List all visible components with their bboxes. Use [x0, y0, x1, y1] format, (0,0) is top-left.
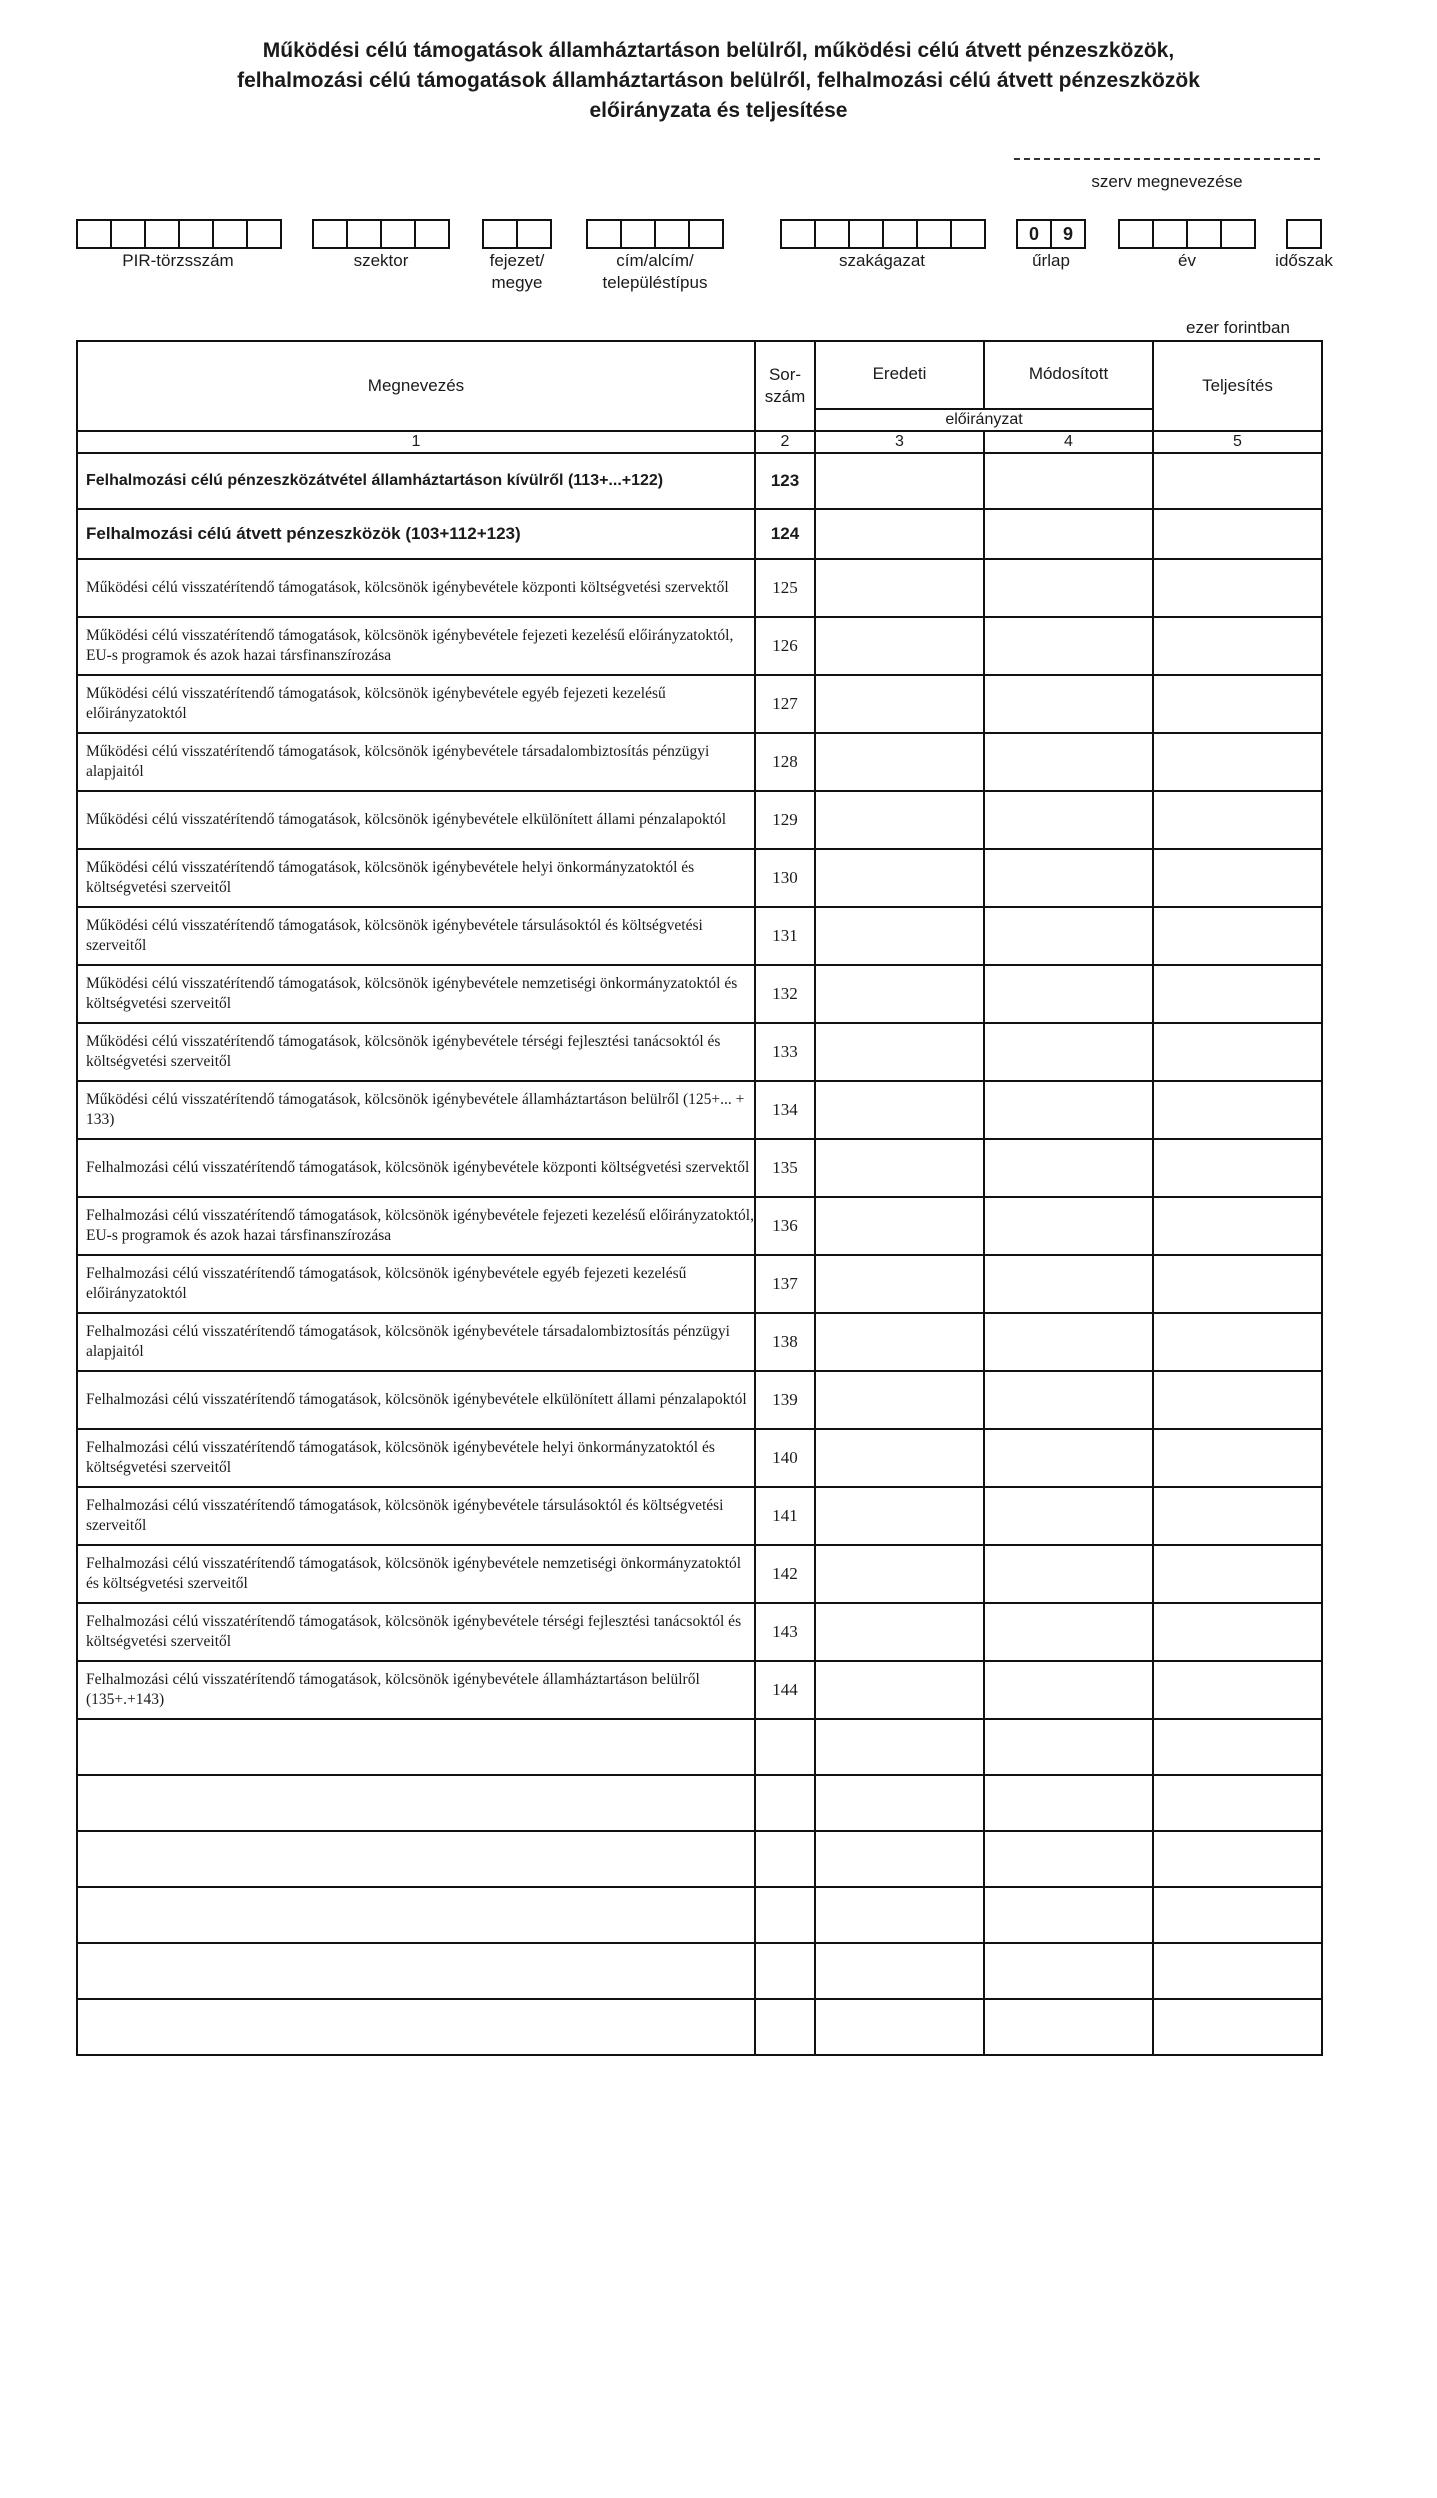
title-line-1: Működési célú támogatások államháztartáson belülről, működési célú átvett pénzeszközök,	[262, 39, 1175, 62]
value-cell-eredeti[interactable]	[815, 1197, 984, 1255]
row-number: 134	[755, 1081, 815, 1139]
szektor-code-boxes[interactable]	[312, 219, 450, 249]
table-row	[77, 1023, 1322, 1081]
table-row	[77, 791, 1322, 849]
szektor-label: szektor	[353, 251, 409, 270]
value-cell-modositott[interactable]	[984, 1661, 1153, 1719]
value-cell-eredeti[interactable]	[815, 675, 984, 733]
row-number: 143	[755, 1603, 815, 1661]
value-cell-eredeti[interactable]	[815, 453, 984, 509]
table-row	[77, 849, 1322, 907]
table-row	[77, 1255, 1322, 1313]
row-description: Működési célú visszatérítendő támogatások, kölcsönök igénybevétele elkülönített állami pénzalapoktól	[77, 791, 755, 849]
value-cell-eredeti[interactable]	[815, 733, 984, 791]
row-number: 128	[755, 733, 815, 791]
value-cell-teljesites[interactable]	[1153, 1603, 1322, 1661]
org-name-label: szerv megnevezése	[1091, 172, 1243, 191]
table-row	[77, 965, 1322, 1023]
value-cell-modositott[interactable]	[984, 453, 1153, 509]
row-number: 129	[755, 791, 815, 849]
row-number: 124	[755, 509, 815, 559]
row-number: 138	[755, 1313, 815, 1371]
row-description: Felhalmozási célú visszatérítendő támogatások, kölcsönök igénybevétele nemzetiségi önkormányzatoktól és költségvetési szerveitől	[77, 1545, 755, 1603]
value-cell-modositott[interactable]	[984, 1313, 1153, 1371]
row-description: Működési célú visszatérítendő támogatások, kölcsönök igénybevétele nemzetiségi önkormányzatoktól és költségvetési szerveitől	[77, 965, 755, 1023]
row-number: 127	[755, 675, 815, 733]
row-description: Felhalmozási célú visszatérítendő támogatások, kölcsönök igénybevétele társulásoktól és költségvetési szerveitől	[77, 1487, 755, 1545]
pir-code-boxes[interactable]	[76, 219, 282, 249]
value-cell-modositott[interactable]	[984, 675, 1153, 733]
colnum-3: 3	[815, 431, 984, 453]
unit-label: ezer forintban	[1186, 318, 1290, 337]
value-cell-teljesites[interactable]	[1153, 965, 1322, 1023]
row-description: Működési célú visszatérítendő támogatások, kölcsönök igénybevétele társadalombiztosítás pénzügyi alapjaitól	[77, 733, 755, 791]
table-row	[77, 509, 1322, 559]
table-row	[77, 1545, 1322, 1603]
urlap-digit-1: 0	[1016, 219, 1050, 249]
value-cell-teljesites[interactable]	[1153, 1313, 1322, 1371]
row-description: Működési célú visszatérítendő támogatások, kölcsönök igénybevétele térségi fejlesztési tanácsoktól és költségvetési szerveitől	[77, 1023, 755, 1081]
row-description: Felhalmozási célú visszatérítendő támogatások, kölcsönök igénybevétele központi költségvetési szervektől	[77, 1139, 755, 1197]
value-cell-eredeti[interactable]	[815, 1023, 984, 1081]
value-cell-teljesites[interactable]	[1153, 1023, 1322, 1081]
value-cell-modositott[interactable]	[984, 1429, 1153, 1487]
row-number: 126	[755, 617, 815, 675]
table-row-empty	[77, 1943, 1322, 1999]
value-cell-modositott[interactable]	[984, 1371, 1153, 1429]
value-cell-teljesites[interactable]	[1153, 1545, 1322, 1603]
value-cell-teljesites[interactable]	[1153, 675, 1322, 733]
table-row	[77, 675, 1322, 733]
value-cell-teljesites[interactable]	[1153, 1487, 1322, 1545]
value-cell-teljesites[interactable]	[1153, 849, 1322, 907]
value-cell-teljesites[interactable]	[1153, 1371, 1322, 1429]
pir-label: PIR-törzsszám	[122, 251, 234, 270]
row-description: Működési célú visszatérítendő támogatások, kölcsönök igénybevétele társulásoktól és költségvetési szerveitől	[77, 907, 755, 965]
value-cell-teljesites[interactable]	[1153, 617, 1322, 675]
value-cell-eredeti[interactable]	[815, 509, 984, 559]
cim-label: cím/alcím/ településtípus	[602, 251, 708, 292]
urlap-label: űrlap	[1032, 251, 1070, 270]
row-number: 142	[755, 1545, 815, 1603]
row-number: 130	[755, 849, 815, 907]
value-cell-teljesites[interactable]	[1153, 1429, 1322, 1487]
table-row-empty	[77, 1887, 1322, 1943]
table-row	[77, 1487, 1322, 1545]
value-cell-modositott[interactable]	[984, 907, 1153, 965]
row-description: Felhalmozási célú pénzeszközátvétel államháztartáson kívülről (113+...+122)	[77, 453, 755, 509]
row-number: 137	[755, 1255, 815, 1313]
value-cell-modositott[interactable]	[984, 733, 1153, 791]
value-cell-eredeti[interactable]	[815, 1487, 984, 1545]
value-cell-eredeti[interactable]	[815, 965, 984, 1023]
value-cell-teljesites[interactable]	[1153, 1255, 1322, 1313]
value-cell-modositott[interactable]	[984, 617, 1153, 675]
value-cell-eredeti[interactable]	[815, 617, 984, 675]
ev-label: év	[1178, 251, 1196, 270]
value-cell-eredeti[interactable]	[815, 559, 984, 617]
colnum-1: 1	[77, 431, 755, 453]
form-title	[0, 36, 1437, 126]
colnum-2: 2	[755, 431, 815, 453]
row-description: Működési célú visszatérítendő támogatások, kölcsönök igénybevétele fejezeti kezelésű előirányzatoktól, EU-s programok és azok hazai társfinanszírozása	[77, 617, 755, 675]
header-modositott: Módosított	[984, 341, 1153, 409]
table-row	[77, 733, 1322, 791]
table-row	[77, 1429, 1322, 1487]
value-cell-modositott[interactable]	[984, 1545, 1153, 1603]
szakagazat-label: szakágazat	[839, 251, 925, 270]
value-cell-eredeti[interactable]	[815, 1429, 984, 1487]
value-cell-teljesites[interactable]	[1153, 791, 1322, 849]
value-cell-teljesites[interactable]	[1153, 1139, 1322, 1197]
value-cell-modositott[interactable]	[984, 1603, 1153, 1661]
value-cell-eredeti[interactable]	[815, 1371, 984, 1429]
cim-code-boxes[interactable]	[586, 219, 724, 249]
idoszak-label: időszak	[1275, 251, 1333, 270]
table-row	[77, 1139, 1322, 1197]
row-description: Működési célú visszatérítendő támogatások, kölcsönök igénybevétele egyéb fejezeti kezelésű előirányzatoktól	[77, 675, 755, 733]
row-description: Felhalmozási célú visszatérítendő támogatások, kölcsönök igénybevétele államháztartáson belülről (135+.+143)	[77, 1661, 755, 1719]
report-table	[76, 340, 1323, 2056]
value-cell-modositott[interactable]	[984, 1081, 1153, 1139]
value-cell-modositott[interactable]	[984, 1197, 1153, 1255]
row-number: 132	[755, 965, 815, 1023]
row-number: 136	[755, 1197, 815, 1255]
table-row	[77, 453, 1322, 509]
value-cell-eredeti[interactable]	[815, 1139, 984, 1197]
value-cell-eredeti[interactable]	[815, 1545, 984, 1603]
value-cell-eredeti[interactable]	[815, 1661, 984, 1719]
org-name-field[interactable]	[1014, 158, 1320, 160]
table-row-empty	[77, 1719, 1322, 1775]
row-number: 144	[755, 1661, 815, 1719]
header-eredeti: Eredeti	[815, 341, 984, 409]
value-cell-teljesites[interactable]	[1153, 1197, 1322, 1255]
table-row	[77, 1661, 1322, 1719]
table-row	[77, 1081, 1322, 1139]
value-cell-modositott[interactable]	[984, 849, 1153, 907]
table-row	[77, 1371, 1322, 1429]
fejezet-code-boxes[interactable]	[482, 219, 552, 249]
value-cell-eredeti[interactable]	[815, 1081, 984, 1139]
row-description: Működési célú visszatérítendő támogatások, kölcsönök igénybevétele államháztartáson belülről (125+... + 133)	[77, 1081, 755, 1139]
value-cell-eredeti[interactable]	[815, 907, 984, 965]
value-cell-modositott[interactable]	[984, 1023, 1153, 1081]
fejezet-label: fejezet/ megye	[489, 251, 545, 292]
header-eloiranyzat: előirányzat	[815, 409, 1153, 431]
urlap-code-boxes	[1016, 219, 1086, 249]
value-cell-teljesites[interactable]	[1153, 907, 1322, 965]
value-cell-teljesites[interactable]	[1153, 559, 1322, 617]
row-description: Felhalmozási célú visszatérítendő támogatások, kölcsönök igénybevétele helyi önkormányzatoktól és költségvetési szerveitől	[77, 1429, 755, 1487]
table-row	[77, 617, 1322, 675]
row-description: Felhalmozási célú átvett pénzeszközök (103+112+123)	[77, 509, 755, 559]
row-number: 125	[755, 559, 815, 617]
header-teljesites: Teljesítés	[1153, 341, 1322, 431]
row-number: 123	[755, 453, 815, 509]
header-megnevezes: Megnevezés	[77, 341, 755, 431]
value-cell-eredeti[interactable]	[815, 1255, 984, 1313]
value-cell-teljesites[interactable]	[1153, 733, 1322, 791]
szakagazat-code-boxes[interactable]	[780, 219, 986, 249]
table-row	[77, 1313, 1322, 1371]
ev-code-boxes[interactable]	[1118, 219, 1256, 249]
value-cell-modositott[interactable]	[984, 791, 1153, 849]
header-sorszam: Sor- szám	[755, 341, 815, 431]
row-description: Felhalmozási célú visszatérítendő támogatások, kölcsönök igénybevétele társadalombiztosítás pénzügyi alapjaitól	[77, 1313, 755, 1371]
title-line-2: felhalmozási célú támogatások államháztartáson belülről, felhalmozási célú átvett pénzeszközök	[237, 69, 1200, 92]
row-number: 139	[755, 1371, 815, 1429]
table-row-empty	[77, 1831, 1322, 1887]
value-cell-modositott[interactable]	[984, 1487, 1153, 1545]
row-description: Felhalmozási célú visszatérítendő támogatások, kölcsönök igénybevétele elkülönített állami pénzalapoktól	[77, 1371, 755, 1429]
value-cell-eredeti[interactable]	[815, 791, 984, 849]
table-row	[77, 559, 1322, 617]
table-row	[77, 1197, 1322, 1255]
value-cell-teljesites[interactable]	[1153, 509, 1322, 559]
table-row-empty	[77, 1775, 1322, 1831]
value-cell-eredeti[interactable]	[815, 849, 984, 907]
value-cell-modositott[interactable]	[984, 509, 1153, 559]
row-number: 141	[755, 1487, 815, 1545]
row-number: 140	[755, 1429, 815, 1487]
row-number: 131	[755, 907, 815, 965]
row-description: Működési célú visszatérítendő támogatások, kölcsönök igénybevétele központi költségvetési szervektől	[77, 559, 755, 617]
value-cell-modositott[interactable]	[984, 965, 1153, 1023]
table-row	[77, 1603, 1322, 1661]
table-row-empty	[77, 1999, 1322, 2055]
value-cell-modositott[interactable]	[984, 1255, 1153, 1313]
row-description: Felhalmozási célú visszatérítendő támogatások, kölcsönök igénybevétele egyéb fejezeti kezelésű előirányzatoktól	[77, 1255, 755, 1313]
colnum-4: 4	[984, 431, 1153, 453]
idoszak-code-box[interactable]	[1286, 219, 1322, 249]
urlap-digit-2: 9	[1050, 219, 1086, 249]
value-cell-eredeti[interactable]	[815, 1603, 984, 1661]
value-cell-teljesites[interactable]	[1153, 453, 1322, 509]
value-cell-modositott[interactable]	[984, 1139, 1153, 1197]
value-cell-eredeti[interactable]	[815, 1313, 984, 1371]
value-cell-teljesites[interactable]	[1153, 1081, 1322, 1139]
row-number: 133	[755, 1023, 815, 1081]
colnum-5: 5	[1153, 431, 1322, 453]
table-row	[77, 907, 1322, 965]
value-cell-modositott[interactable]	[984, 559, 1153, 617]
row-description: Felhalmozási célú visszatérítendő támogatások, kölcsönök igénybevétele térségi fejlesztési tanácsoktól és költségvetési szerveitől	[77, 1603, 755, 1661]
row-number: 135	[755, 1139, 815, 1197]
title-line-3: előirányzata és teljesítése	[589, 99, 848, 122]
row-description: Felhalmozási célú visszatérítendő támogatások, kölcsönök igénybevétele fejezeti kezelésű előirányzatoktól, EU-s programok és azok hazai társfinanszírozása	[77, 1197, 755, 1255]
value-cell-teljesites[interactable]	[1153, 1661, 1322, 1719]
row-description: Működési célú visszatérítendő támogatások, kölcsönök igénybevétele helyi önkormányzatoktól és költségvetési szerveitől	[77, 849, 755, 907]
